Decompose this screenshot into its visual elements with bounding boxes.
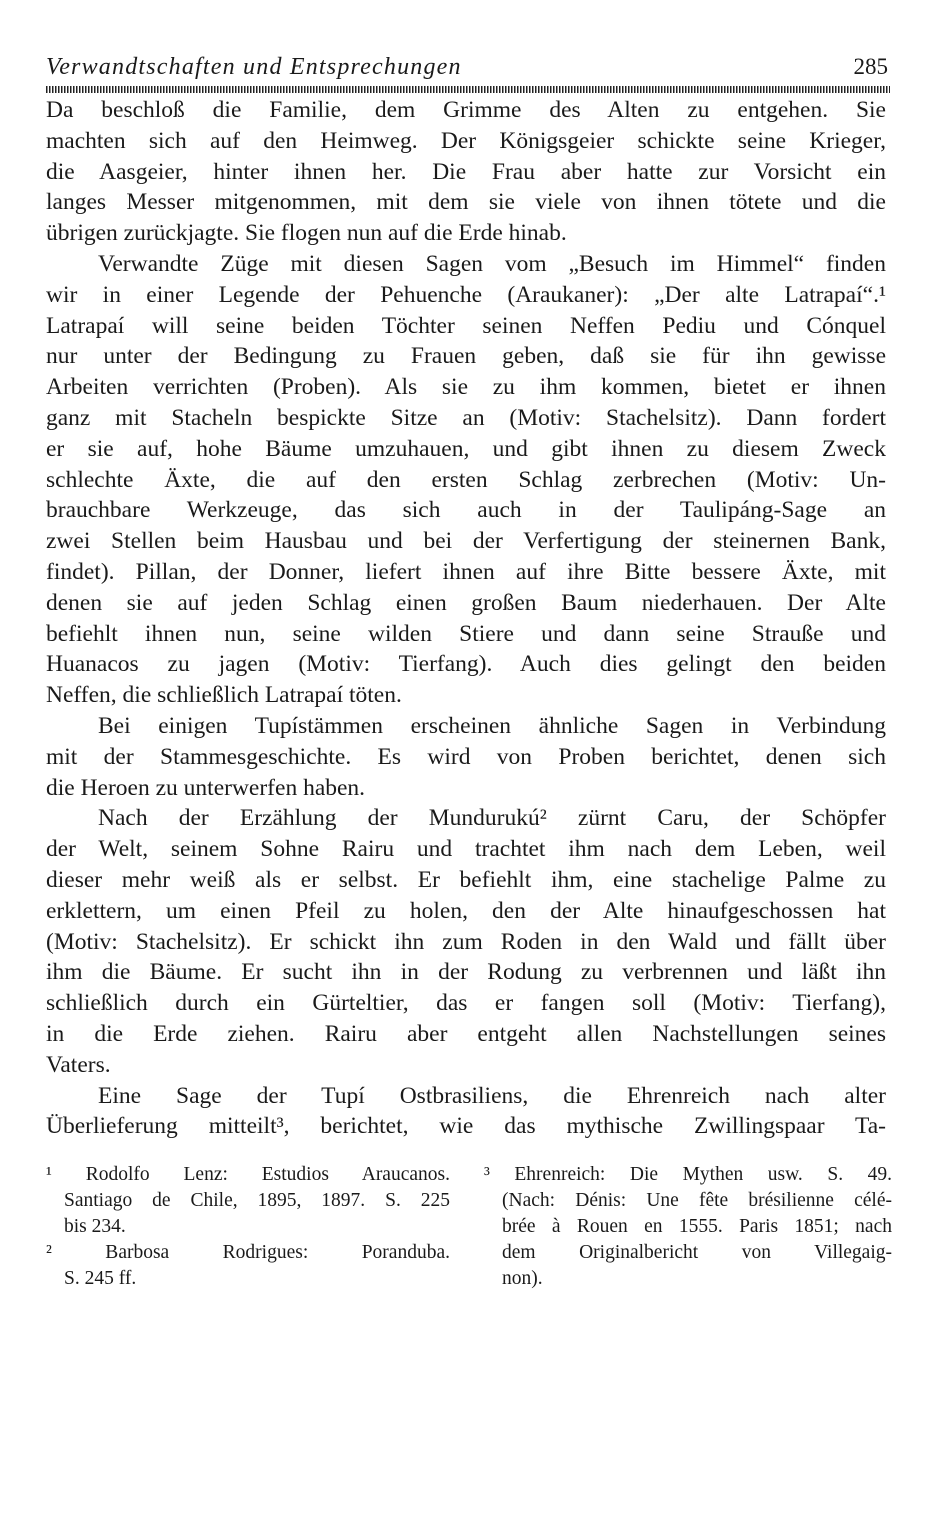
footnote-line: Santiago de Chile, 1895, 1897. S. 225	[64, 1190, 450, 1211]
text-line: mit der Stammesgeschichte. Es wird von Proben berichtet, denen sich	[46, 743, 886, 770]
footnote-line: (Nach: Dénis: Une fête brésilienne célé-	[502, 1190, 892, 1211]
text-line: (Motiv: Stachelsitz). Er schickt ihn zum Roden in den Wald und fällt über	[46, 928, 886, 955]
header-rule	[46, 86, 890, 93]
text-line: denen sie auf jeden Schlag einen großen Baum niederhauen. Der Alte	[46, 589, 886, 616]
text-line: zwei Stellen beim Hausbau und bei der Verfertigung der steinernen Bank,	[46, 528, 886, 555]
text-line: schlechte Äxte, die auf den ersten Schlag zerbrechen (Motiv: Un-	[46, 466, 886, 493]
text-line: machten sich auf den Heimweg. Der Königsgeier schickte seine Krieger,	[46, 127, 886, 154]
text-line: Da beschloß die Familie, dem Grimme des Alten zu entgehen. Sie	[46, 97, 886, 123]
footnote-line: S. 245 ff.	[64, 1268, 137, 1289]
footnote-line: ² Barbosa Rodrigues: Poranduba.	[46, 1242, 450, 1263]
text-line: langes Messer mitgenommen, mit dem sie viele von ihnen tötete und die	[46, 189, 886, 216]
text-line: übrigen zurückjagte. Sie flogen nun auf die Erde hinab.	[46, 220, 567, 247]
text-line: Eine Sage der Tupí Ostbrasiliens, die Ehrenreich nach alter	[98, 1082, 886, 1109]
footnote-line: ¹ Rodolfo Lenz: Estudios Araucanos.	[46, 1164, 450, 1185]
text-line: Latrapaí will seine beiden Töchter seinen Neffen Pediu und Cónquel	[46, 312, 886, 339]
body-text	[46, 95, 886, 1142]
text-line: er sie auf, hohe Bäume umzuhauen, und gibt ihnen zu diesem Zweck	[46, 435, 886, 462]
text-line: brauchbare Werkzeuge, das sich auch in der Taulipáng-Sage an	[46, 497, 886, 524]
text-line: findet). Pillan, der Donner, liefert ihnen auf ihre Bitte bessere Äxte, mit	[46, 558, 886, 585]
text-line: die Heroen zu unterwerfen haben.	[46, 774, 366, 801]
text-line: Verwandte Züge mit diesen Sagen vom „Besuch im Himmel“ finden	[98, 250, 886, 277]
footnote-line: ³ Ehrenreich: Die Mythen usw. S. 49.	[484, 1164, 892, 1185]
text-line: Arbeiten verrichten (Proben). Als sie zu ihm kommen, bietet er ihnen	[46, 374, 886, 401]
page-number: 285	[853, 54, 888, 79]
footnotes-right-column	[484, 1162, 892, 1292]
text-line: dieser mehr weiß als er selbst. Er befiehlt ihm, eine stachelige Palme zu	[46, 866, 886, 893]
text-line: ihm die Bäume. Er sucht ihn in der Rodung zu verbrennen und läßt ihn	[46, 959, 886, 986]
text-line: befiehlt ihnen nun, seine wilden Stiere und dann seine Strauße und	[46, 620, 886, 647]
text-line: Huanacos zu jagen (Motiv: Tierfang). Auch dies gelingt den beiden	[46, 651, 886, 678]
text-line: ganz mit Stacheln bespickte Sitze an (Motiv: Stachelsitz). Dann fordert	[46, 404, 886, 431]
footnote-line: dem Originalbericht von Villegaig-	[502, 1242, 892, 1263]
footnote-line: non).	[502, 1268, 543, 1289]
footnotes-left-column	[46, 1162, 450, 1292]
footnote-line: brée à Rouen en 1555. Paris 1851; nach	[502, 1216, 892, 1237]
text-line: die Aasgeier, hinter ihnen her. Die Frau aber hatte zur Vorsicht ein	[46, 158, 886, 185]
text-line: erklettern, um einen Pfeil zu holen, den der Alte hinaufgeschossen hat	[46, 897, 886, 924]
text-line: Vaters.	[46, 1051, 111, 1078]
text-line: der Welt, seinem Sohne Rairu und trachtet ihm nach dem Leben, weil	[46, 836, 886, 863]
footnote-line: bis 234.	[64, 1216, 126, 1237]
text-line: Bei einigen Tupístämmen erscheinen ähnliche Sagen in Verbindung	[98, 712, 886, 739]
text-line: in die Erde ziehen. Rairu aber entgeht allen Nachstellungen seines	[46, 1020, 886, 1047]
text-line: wir in einer Legende der Pehuenche (Araukaner): „Der alte Latrapaí“.¹	[46, 281, 886, 308]
text-line: schließlich durch ein Gürteltier, das er fangen soll (Motiv: Tierfang),	[46, 990, 886, 1017]
text-line: Überlieferung mitteilt³, berichtet, wie das mythische Zwillingspaar Ta-	[46, 1113, 886, 1140]
text-line: Nach der Erzählung der Mundurukú² zürnt Caru, der Schöpfer	[98, 805, 886, 832]
running-header	[46, 52, 890, 82]
text-line: nur unter der Bedingung zu Frauen geben, daß sie für ihn gewisse	[46, 343, 886, 370]
running-title: Verwandtschaften und Entsprechungen	[46, 54, 462, 80]
text-line: Neffen, die schließlich Latrapaí töten.	[46, 682, 402, 709]
